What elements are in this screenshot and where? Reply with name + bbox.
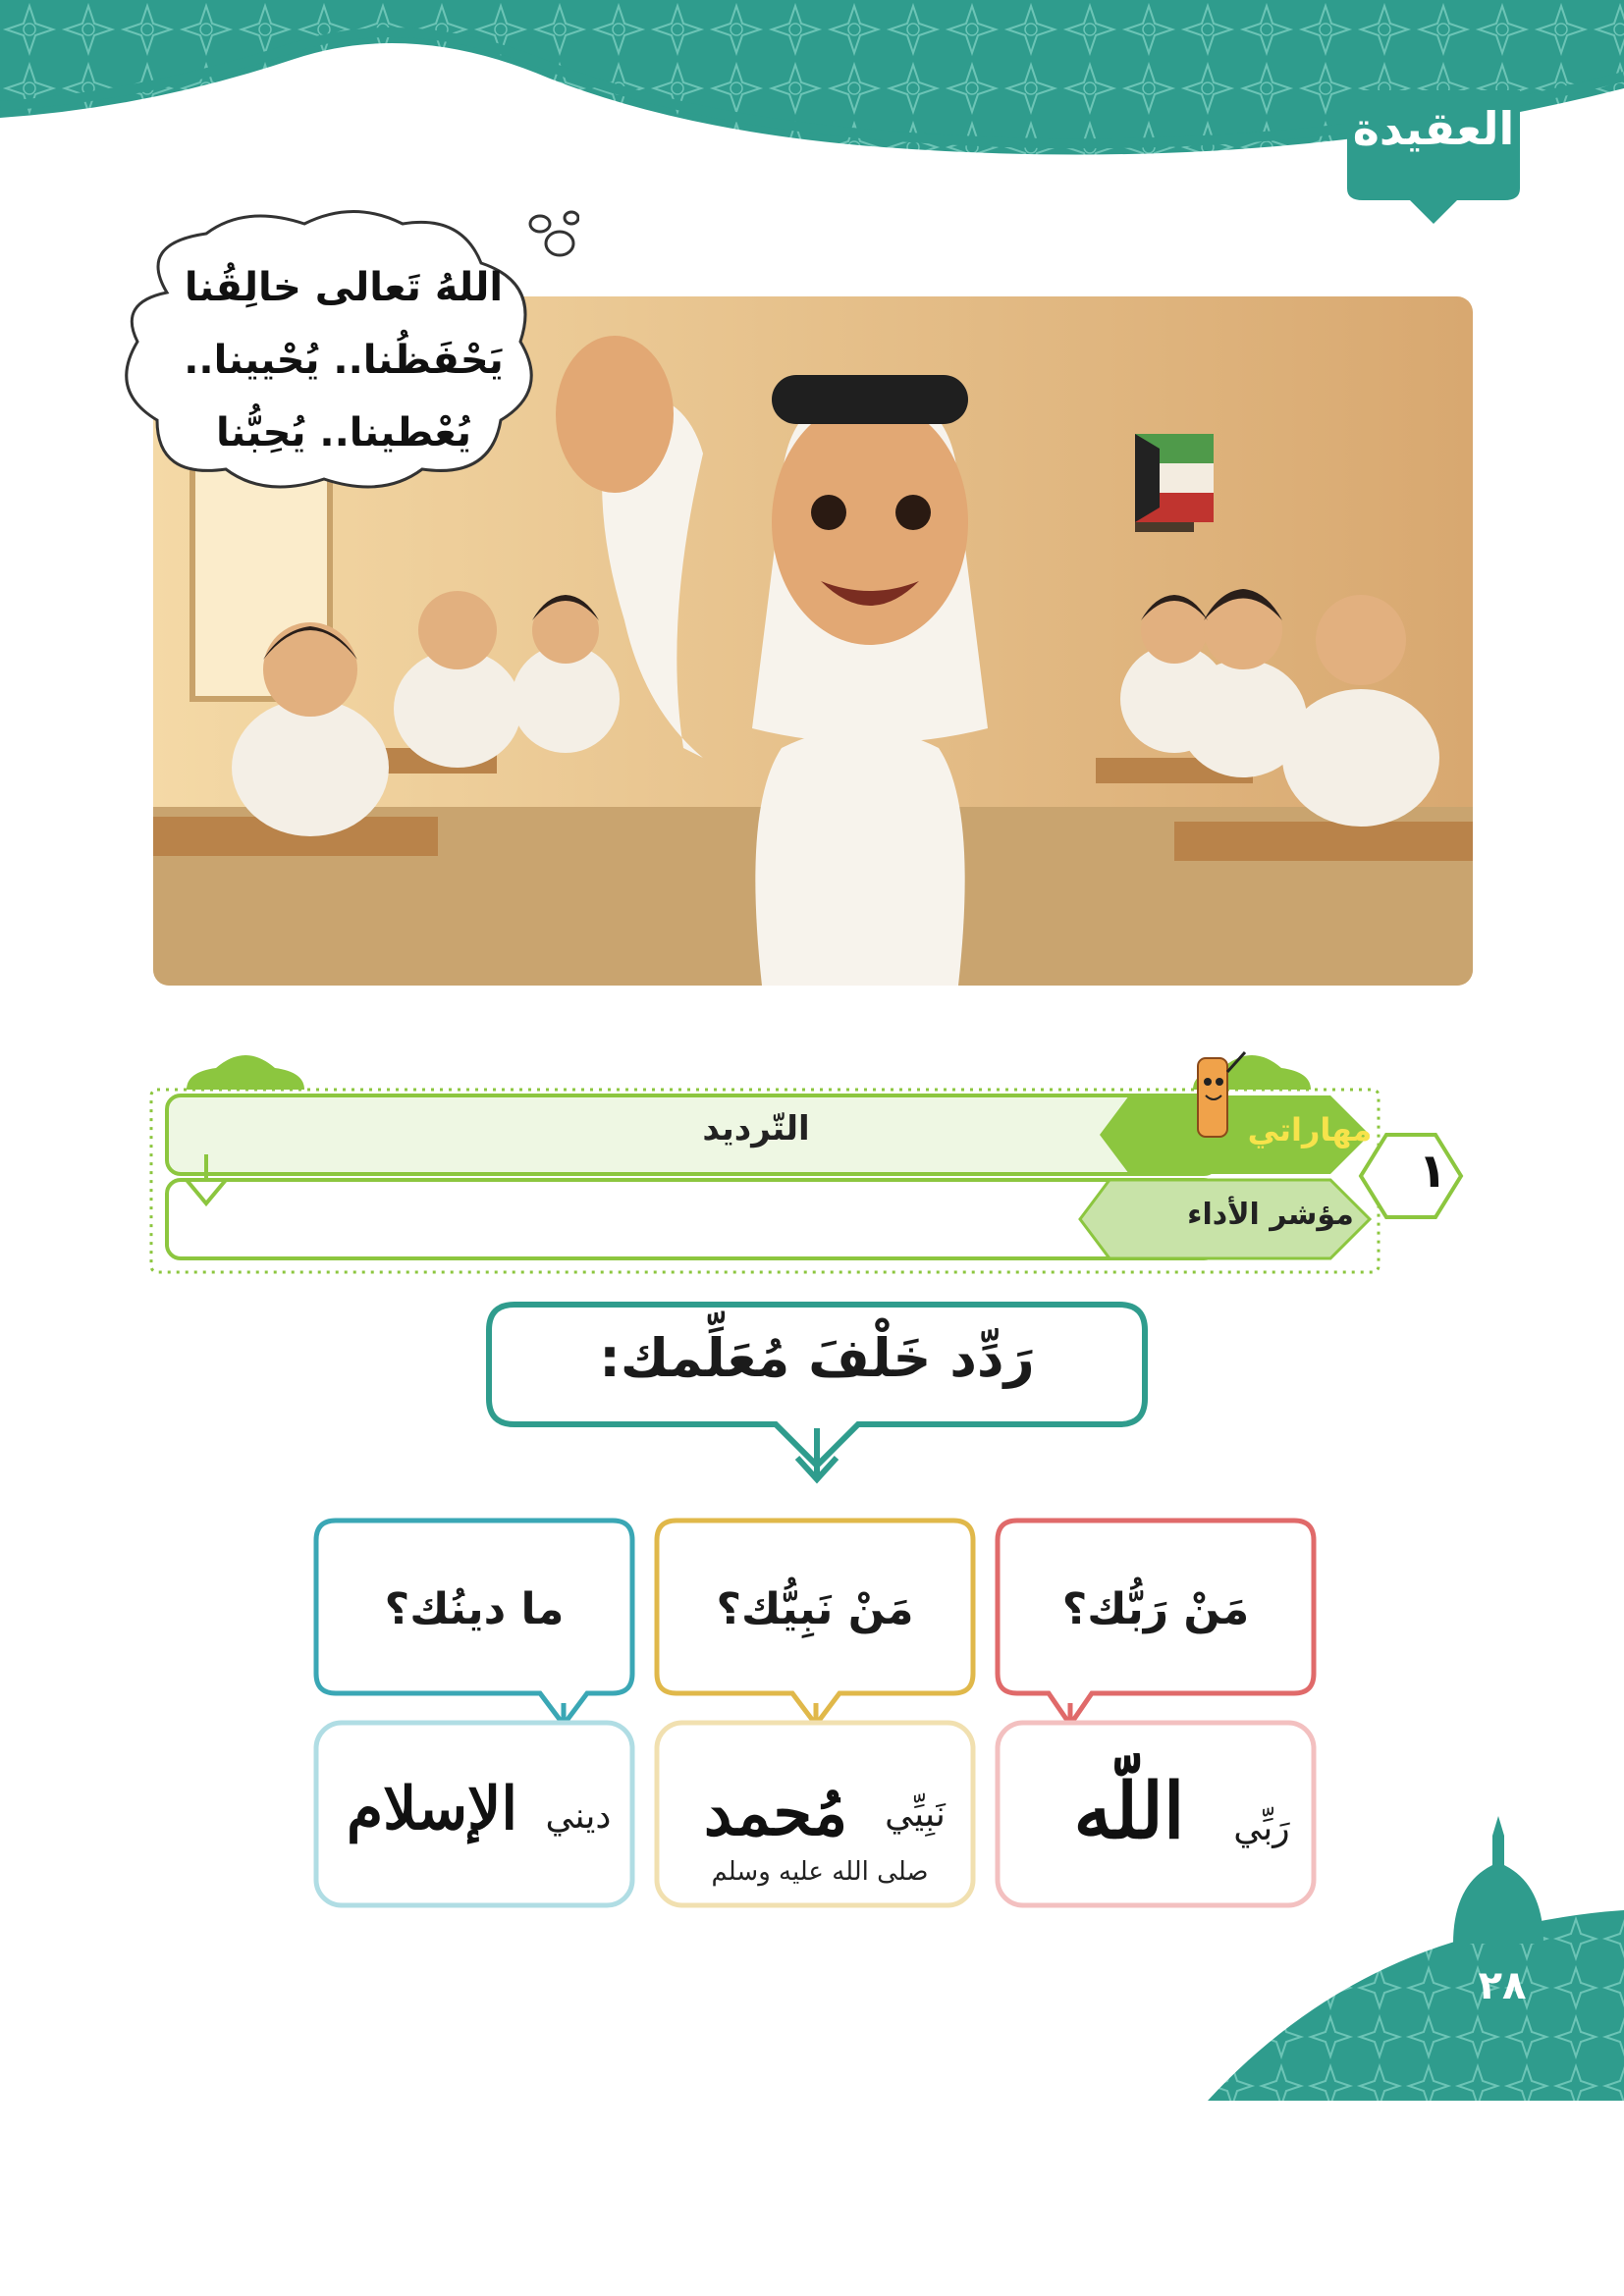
page-number: ٢٨ xyxy=(1478,1963,1527,2008)
answer-text: الإسلام xyxy=(346,1775,518,1843)
answer-text: اللّه xyxy=(1073,1767,1185,1856)
answer-note: صلى الله عليه وسلم xyxy=(711,1857,929,1887)
chapter-title: العقيدة xyxy=(1352,102,1515,155)
answer-text: مُحمد xyxy=(703,1777,848,1850)
skills-badge: مهاراتي xyxy=(1247,1111,1373,1148)
question-card-nabi xyxy=(653,1517,977,1909)
answer-prefix: رَبِّي xyxy=(1233,1808,1290,1848)
flag-icon xyxy=(1135,434,1214,532)
footer-pattern-band xyxy=(1208,1816,1624,2101)
skill-number: ١ xyxy=(1418,1144,1447,1199)
question-text: مَنْ رَبُّك؟ xyxy=(1061,1584,1250,1634)
bubble-line: يُعْطينا.. يُحِبُّنا xyxy=(215,410,472,455)
bubble-line: اللهُ تَعالى خالِقُنا xyxy=(184,265,504,310)
answer-prefix: ديني xyxy=(545,1796,612,1837)
answer-prefix: نَبِيِّي xyxy=(885,1794,946,1835)
performance-indicator-label: مؤشر الأداء xyxy=(1187,1198,1354,1232)
skill-name: التّرديد xyxy=(702,1109,810,1148)
instruction-text: رَدِّد خَلْفَ مُعَلِّمك: xyxy=(599,1327,1035,1389)
question-text: مَنْ نَبِيُّك؟ xyxy=(716,1584,914,1634)
question-text: ما دينُك؟ xyxy=(384,1584,565,1634)
question-card-din xyxy=(312,1517,636,1909)
bubble-line: يَحْفَظُنا.. يُحْيينا.. xyxy=(184,338,504,383)
thought-bubble-text xyxy=(147,251,540,469)
skills-bar xyxy=(147,1033,1473,1278)
